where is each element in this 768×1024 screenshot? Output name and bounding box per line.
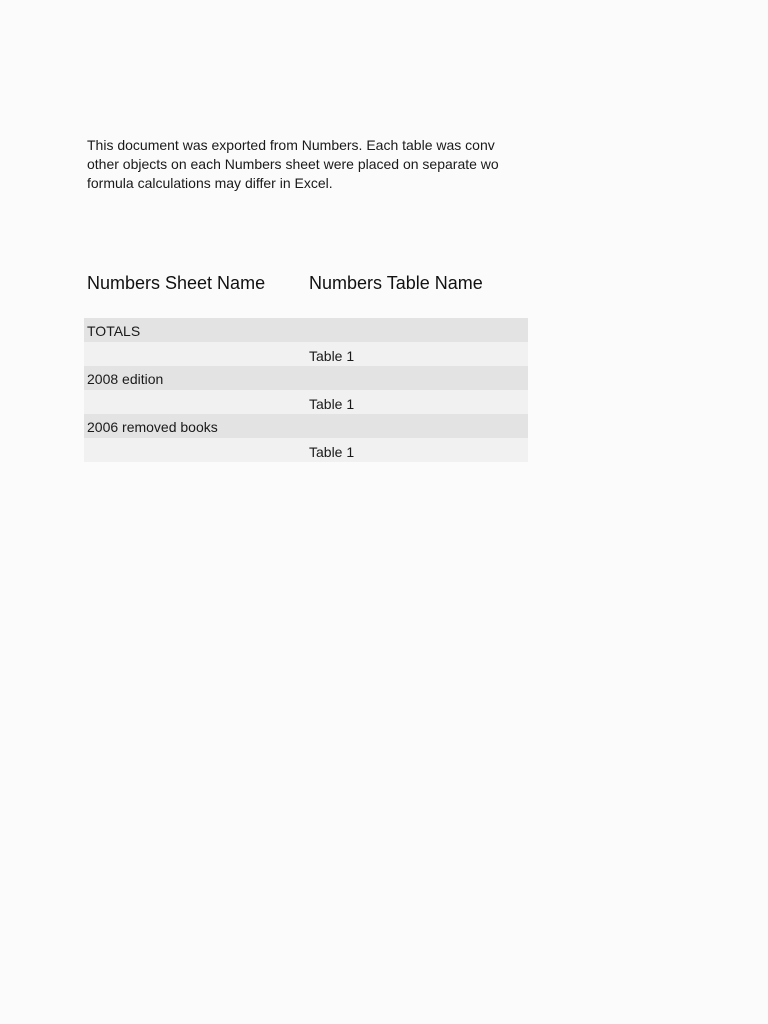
table-row — [84, 414, 528, 438]
header-table-name: Numbers Table Name — [309, 273, 483, 293]
table-row — [84, 390, 528, 414]
table-row — [84, 438, 528, 462]
sheet-name-cell: 2008 edition — [87, 371, 164, 387]
intro-line: This document was exported from Numbers. Each table was conv — [87, 137, 495, 153]
table-body — [84, 318, 528, 462]
intro-line: formula calculations may differ in Excel. — [87, 175, 333, 191]
table-row — [84, 366, 528, 390]
table-row — [84, 342, 528, 366]
table-name-cell: Table 1 — [309, 348, 355, 364]
table-name-cell: Table 1 — [309, 444, 355, 460]
sheet-name-cell: 2006 removed books — [87, 419, 218, 435]
intro-paragraph — [87, 136, 528, 193]
header-sheet-name: Numbers Sheet Name — [87, 273, 266, 293]
table-header-row — [84, 268, 528, 298]
table-name-cell: Table 1 — [309, 396, 355, 412]
table-row — [84, 318, 528, 342]
sheet-table-index — [84, 268, 528, 468]
sheet-name-cell: TOTALS — [87, 323, 141, 339]
intro-line: other objects on each Numbers sheet were placed on separate wo — [87, 156, 499, 172]
